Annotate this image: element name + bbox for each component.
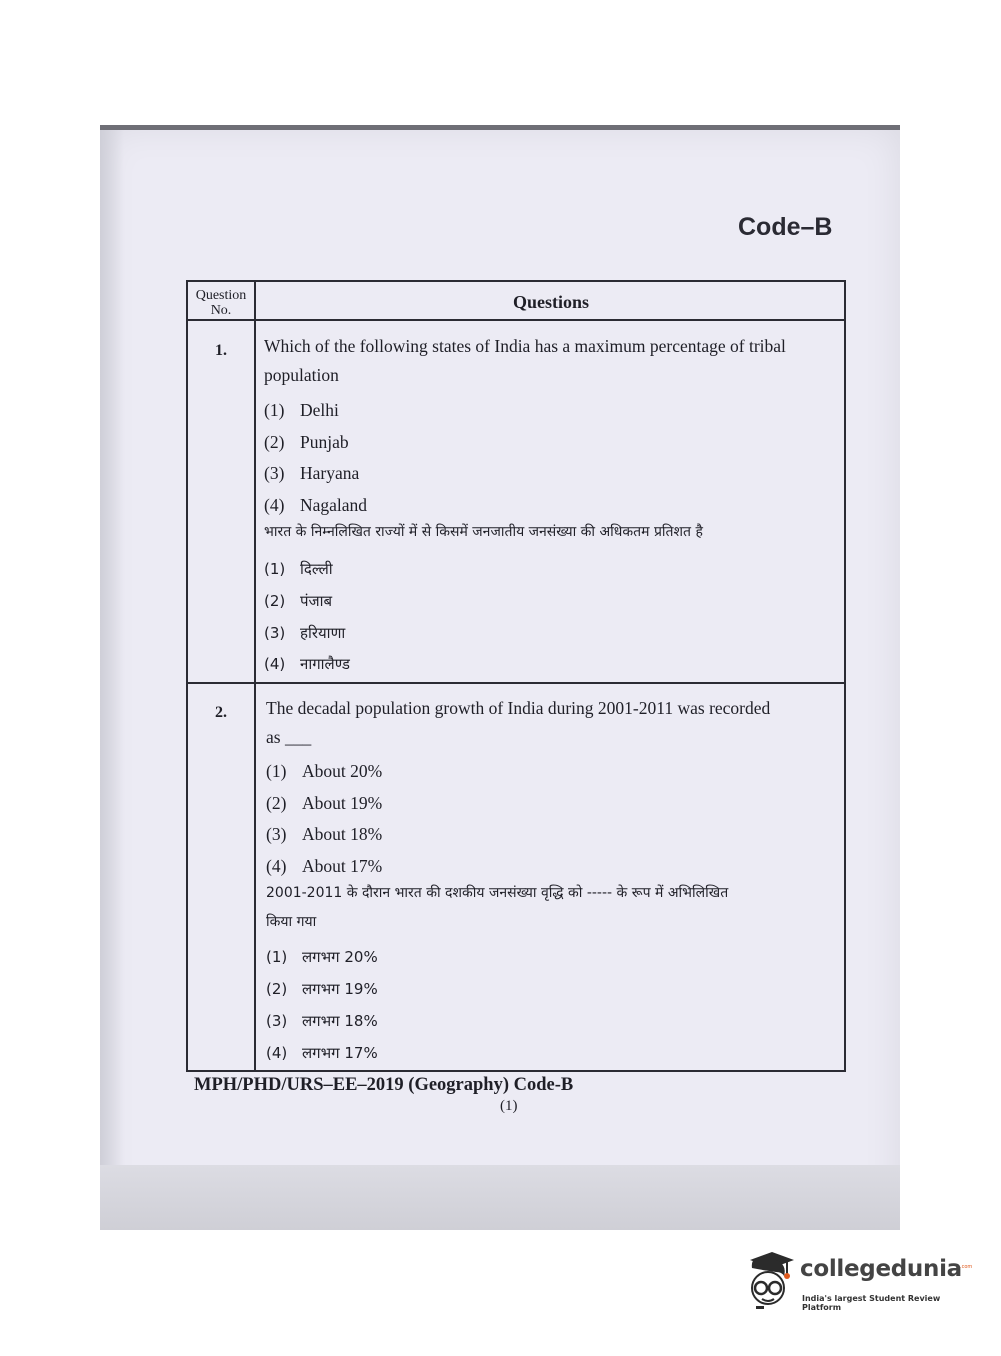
option-number: (1) — [266, 948, 288, 966]
question-text-en — [266, 694, 770, 752]
question-line: 2001-2011 के दौरान भारत की दशकीय जनसंख्या वृद्धि को ----- के रूप में अभिलिखित — [266, 885, 729, 901]
option-number: (2) — [266, 793, 287, 813]
mascot-icon — [742, 1248, 798, 1314]
question-number: 1. — [215, 342, 227, 359]
option — [266, 856, 382, 877]
logo-wordmark: collegedunia — [800, 1256, 962, 1282]
column-header-question-no: Question No. — [195, 288, 247, 318]
option — [266, 1043, 378, 1063]
code-label: Code–B — [738, 213, 833, 241]
option-label: हरियाणा — [300, 624, 346, 642]
option-label: About 20% — [302, 761, 383, 781]
option — [266, 947, 378, 967]
question-line: किया गया — [266, 914, 317, 930]
column-header-questions: Questions — [512, 292, 590, 312]
option — [264, 654, 350, 674]
option-label: लगभग 19% — [302, 980, 378, 998]
logo-tagline: India's largest Student Review Platform — [802, 1294, 941, 1312]
option-label: Delhi — [300, 400, 339, 420]
option-label: नागालैण्ड — [300, 655, 350, 673]
option-number: (3) — [266, 1012, 288, 1030]
option — [266, 824, 382, 845]
option-number: (4) — [266, 856, 287, 876]
option-number: (3) — [264, 463, 285, 483]
option-label: Haryana — [300, 463, 360, 483]
option — [264, 432, 349, 453]
row-divider — [188, 682, 844, 684]
option-label: Punjab — [300, 432, 349, 452]
page-number: (1) — [500, 1098, 518, 1114]
option-label: About 17% — [302, 856, 383, 876]
option — [266, 761, 382, 782]
option-label: About 19% — [302, 793, 383, 813]
exam-footer: MPH/PHD/URS–EE–2019 (Geography) Code-B — [194, 1075, 574, 1095]
option-label: About 18% — [302, 824, 383, 844]
option-number: (2) — [264, 592, 286, 610]
column-divider — [254, 282, 256, 1070]
option-label: लगभग 17% — [302, 1044, 378, 1062]
option-label: पंजाब — [300, 592, 333, 610]
page-shadow — [100, 130, 124, 1165]
option-number: (1) — [264, 560, 286, 578]
option — [266, 793, 382, 814]
question-line: Which of the following states of India has a maximum percentage of tribal — [264, 336, 786, 356]
option — [264, 463, 359, 484]
question-number: 2. — [215, 704, 227, 721]
option-label: Nagaland — [300, 495, 368, 515]
option-number: (4) — [264, 655, 286, 673]
option — [264, 495, 367, 516]
option — [264, 559, 333, 579]
scan-bottom-shade — [100, 1165, 900, 1230]
option-label: लगभग 20% — [302, 948, 378, 966]
collegedunia-logo — [742, 1248, 972, 1318]
header-divider — [188, 319, 844, 321]
logo-com: .com — [960, 1264, 973, 1270]
page-top-edge — [100, 125, 900, 130]
question-line: population — [264, 365, 339, 385]
option — [264, 400, 339, 421]
option-label: दिल्ली — [300, 560, 333, 578]
option-number: (3) — [266, 824, 287, 844]
option-number: (4) — [264, 495, 285, 515]
question-line: The decadal population growth of India during 2001-2011 was recorded — [266, 698, 771, 718]
option-number: (2) — [266, 980, 288, 998]
scanned-page — [100, 125, 900, 1230]
option-number: (2) — [264, 432, 285, 452]
option — [264, 623, 345, 643]
option — [266, 979, 378, 999]
question-text-hi — [266, 879, 728, 937]
question-text-hi: भारत के निम्नलिखित राज्यों में से किसमें जनजातीय जनसंख्या की अधिकतम प्रतिशत है — [264, 524, 703, 540]
option-number: (3) — [264, 624, 286, 642]
questions-table — [186, 280, 846, 1072]
option — [266, 1011, 378, 1031]
option-number: (4) — [266, 1044, 288, 1062]
question-line: as ___ — [266, 727, 312, 747]
option — [264, 591, 332, 611]
option-number: (1) — [266, 761, 287, 781]
option-number: (1) — [264, 400, 285, 420]
question-text-en — [264, 332, 786, 390]
option-label: लगभग 18% — [302, 1012, 378, 1030]
